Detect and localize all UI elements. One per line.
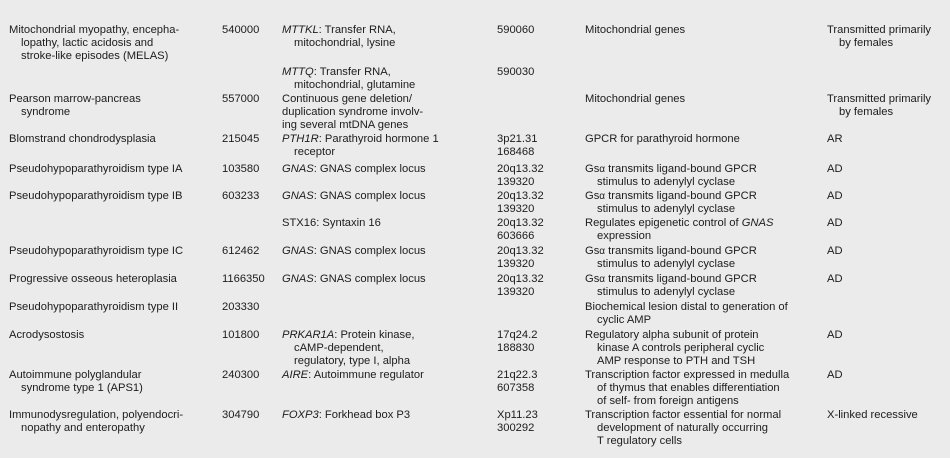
gene-cell	[282, 409, 472, 422]
locus-cell	[497, 369, 557, 395]
locus-cell	[497, 217, 557, 243]
function-cell	[585, 190, 810, 216]
function-cell	[585, 133, 810, 146]
function-line: of self- from foreign antigens	[597, 395, 739, 407]
function-line: cyclic AMP	[597, 314, 652, 326]
function-cell	[585, 301, 810, 327]
locus-line: 139320	[497, 203, 535, 215]
table-row	[0, 93, 950, 133]
locus-line: Xp11.23	[497, 409, 538, 421]
locus-cell	[497, 329, 557, 355]
locus-cell	[497, 273, 557, 299]
locus-line: 20q13.32	[497, 163, 544, 175]
gene-line	[282, 217, 472, 230]
gene-text: : Forkhead box P3	[318, 409, 411, 421]
omim-cell	[222, 93, 272, 106]
table-row	[0, 24, 950, 64]
gene-cell	[282, 133, 472, 159]
gene-text: : Transfer RNA,	[313, 66, 391, 78]
gene-symbol: MTTQ	[282, 66, 314, 78]
inheritance-cell	[827, 369, 947, 382]
function-line: GPCR for parathyroid hormone	[585, 133, 740, 145]
locus-line: 590060	[497, 24, 535, 36]
disorder-cell	[9, 190, 214, 203]
disorder-cell	[9, 409, 214, 435]
omim-cell	[222, 190, 272, 203]
gene-line	[282, 133, 472, 146]
inheritance-line: AD	[827, 217, 843, 229]
gene-text: mitochondrial, glutamine	[294, 79, 416, 91]
inheritance-line: AD	[827, 369, 843, 381]
inheritance-line: Transmitted primarily	[827, 93, 932, 105]
omim-cell	[222, 133, 272, 146]
locus-cell	[497, 409, 557, 435]
disorder-line: stroke-like episodes (MELAS)	[21, 50, 169, 62]
inheritance-cell	[827, 133, 947, 146]
gene-text: : Autoimmune regulator	[308, 369, 424, 381]
locus-line: 21q22.3	[497, 369, 538, 381]
gene-text: Continuous gene deletion/	[282, 93, 413, 105]
locus-cell	[497, 190, 557, 216]
omim-number: 557000	[222, 93, 260, 105]
gene-line	[282, 93, 472, 106]
gene-line	[282, 106, 472, 119]
function-cell	[585, 163, 810, 189]
inheritance-cell	[827, 329, 947, 342]
function-line: T regulatory cells	[597, 435, 682, 447]
function-line: Regulates epigenetic control of GNAS	[585, 217, 774, 229]
inheritance-cell	[827, 409, 947, 422]
gene-symbol: GNAS	[282, 190, 314, 202]
disorder-line: lopathy, lactic acidosis and	[21, 37, 154, 49]
locus-cell	[497, 133, 557, 159]
omim-cell	[222, 245, 272, 258]
function-line: AMP response to PTH and TSH	[597, 355, 756, 367]
disorder-cell	[9, 301, 214, 314]
gene-line	[282, 146, 472, 159]
function-line: development of naturally occurring	[597, 422, 769, 434]
gene-line	[282, 342, 472, 355]
disorder-line: Pseudohypoparathyroidism type IC	[9, 245, 184, 257]
locus-line: 20q13.32	[497, 190, 544, 202]
locus-cell	[497, 163, 557, 189]
disorder-cell	[9, 369, 214, 395]
gene-symbol: GNAS	[282, 245, 314, 257]
inheritance-line: AD	[827, 273, 843, 285]
gene-symbol: AIRE	[282, 369, 309, 381]
inheritance-line: AD	[827, 245, 843, 257]
omim-cell	[222, 369, 272, 382]
gene-line	[282, 245, 472, 258]
gene-text: mitochondrial, lysine	[294, 37, 396, 49]
inheritance-line: by females	[839, 106, 894, 118]
locus-line: 20q13.32	[497, 245, 544, 257]
function-line: Biochemical lesion distal to generation of	[585, 301, 788, 313]
locus-line: 590030	[497, 66, 535, 78]
omim-number: 101800	[222, 329, 260, 341]
disorder-line: Autoimmune polyglandular	[9, 369, 142, 381]
gene-text: : GNAS complex locus	[313, 245, 426, 257]
omim-number: 540000	[222, 24, 260, 36]
locus-line: 17q24.2	[497, 329, 538, 341]
disorder-cell	[9, 133, 214, 146]
gene-cell	[282, 217, 472, 230]
function-line: Transcription factor essential for normal	[585, 409, 782, 421]
omim-number: 603233	[222, 190, 260, 202]
function-line: stimulus to adenylyl cyclase	[597, 203, 736, 215]
gene-line	[282, 190, 472, 203]
disorder-line: Pseudohypoparathyroidism type IA	[9, 163, 183, 175]
disorder-line: nopathy and enteropathy	[21, 422, 145, 434]
gene-line	[282, 163, 472, 176]
inheritance-line: AD	[827, 163, 843, 175]
inheritance-line: AD	[827, 190, 843, 202]
gene-text: : GNAS complex locus	[313, 163, 426, 175]
table-row	[0, 369, 950, 409]
locus-cell	[497, 24, 557, 37]
disorder-cell	[9, 273, 214, 286]
gene-cell	[282, 163, 472, 176]
function-cell	[585, 409, 810, 448]
gene-symbol: GNAS	[282, 163, 314, 175]
disorder-cell	[9, 245, 214, 258]
disorder-line: Mitochondrial myopathy, encepha-	[9, 24, 180, 36]
locus-line: 168468	[497, 146, 535, 158]
inheritance-cell	[827, 163, 947, 176]
gene-symbol: FOXP3	[282, 409, 319, 421]
gene-line	[282, 329, 472, 342]
gene-text: ing several mtDNA genes	[282, 119, 409, 131]
gene-line	[282, 24, 472, 37]
gene-cell	[282, 329, 472, 368]
omim-cell	[222, 24, 272, 37]
locus-line: 139320	[497, 176, 535, 188]
function-cell	[585, 245, 810, 271]
inheritance-line: X-linked recessive	[827, 409, 918, 421]
gene-cell	[282, 24, 472, 50]
omim-number: 103580	[222, 163, 260, 175]
inheritance-line: AD	[827, 329, 843, 341]
inheritance-line: by females	[839, 37, 894, 49]
inheritance-cell	[827, 217, 947, 230]
function-cell	[585, 93, 810, 106]
locus-cell	[497, 66, 557, 79]
gene-text: cAMP-dependent,	[294, 342, 384, 354]
gene-symbol: PTH1R	[282, 133, 319, 145]
gene-cell	[282, 273, 472, 286]
disorder-line: syndrome type 1 (APS1)	[21, 382, 143, 394]
gene-text: receptor	[294, 146, 336, 158]
gene-cell	[282, 93, 472, 132]
function-line: Gsα transmits ligand-bound GPCR	[585, 273, 757, 285]
gene-text: duplication syndrome involv-	[282, 106, 424, 118]
disorder-line: Pseudohypoparathyroidism type IB	[9, 190, 183, 202]
table-row	[0, 329, 950, 369]
function-line: of thymus that enables differentiation	[597, 382, 780, 394]
locus-line: 20q13.32	[497, 273, 544, 285]
disorder-line: Progressive osseous heteroplasia	[9, 273, 177, 285]
gene-text: : Parathyroid hormone 1	[318, 133, 439, 145]
function-line: Mitochondrial genes	[585, 24, 686, 36]
function-cell	[585, 329, 810, 368]
disorder-cell	[9, 24, 214, 63]
gene-line	[282, 66, 472, 79]
omim-number: 612462	[222, 245, 260, 257]
function-line: kinase A controls peripheral cyclic	[597, 342, 765, 354]
gene-cell	[282, 66, 472, 92]
gene-symbol: MTTKL	[282, 24, 319, 36]
omim-number: 240300	[222, 369, 260, 381]
function-line: Gsα transmits ligand-bound GPCR	[585, 163, 757, 175]
disorder-cell	[9, 329, 214, 342]
disorder-line: Pearson marrow-pancreas	[9, 93, 141, 105]
gene-line	[282, 273, 472, 286]
function-cell	[585, 273, 810, 299]
gene-line	[282, 119, 472, 132]
gene-line	[282, 79, 472, 92]
omim-number: 203330	[222, 301, 260, 313]
gene-text: : GNAS complex locus	[313, 190, 426, 202]
inheritance-line: AR	[827, 133, 843, 145]
omim-cell	[222, 301, 272, 314]
gene-line	[282, 37, 472, 50]
inheritance-cell	[827, 190, 947, 203]
table-row	[0, 409, 950, 449]
inheritance-cell	[827, 245, 947, 258]
locus-line: 139320	[497, 286, 535, 298]
gene-text: STX16: Syntaxin 16	[282, 217, 381, 229]
function-line: Gsα transmits ligand-bound GPCR	[585, 190, 757, 202]
gene-text: : GNAS complex locus	[313, 273, 426, 285]
disorder-line: Acrodysostosis	[9, 329, 85, 341]
disorder-line: syndrome	[21, 106, 71, 118]
gene-symbol: GNAS	[282, 273, 314, 285]
function-line: Mitochondrial genes	[585, 93, 686, 105]
function-cell	[585, 24, 810, 37]
omim-cell	[222, 273, 272, 286]
gene-cell	[282, 245, 472, 258]
omim-cell	[222, 163, 272, 176]
locus-line: 20q13.32	[497, 217, 544, 229]
function-line: Gsα transmits ligand-bound GPCR	[585, 245, 757, 257]
locus-line: 139320	[497, 258, 535, 270]
gene-line	[282, 355, 472, 368]
locus-line: 188830	[497, 342, 535, 354]
omim-number: 1166350	[222, 273, 265, 285]
disorder-cell	[9, 93, 214, 119]
gene-line	[282, 369, 472, 382]
inheritance-cell	[827, 24, 947, 50]
omim-number: 304790	[222, 409, 260, 421]
inheritance-cell	[827, 93, 947, 119]
gene-text: : Transfer RNA,	[318, 24, 396, 36]
disorder-line: Immunodysregulation, polyendocri-	[9, 409, 184, 421]
function-line: Regulatory alpha subunit of protein	[585, 329, 759, 341]
disorder-cell	[9, 163, 214, 176]
inheritance-line: Transmitted primarily	[827, 24, 932, 36]
inheritance-cell	[827, 273, 947, 286]
function-line: stimulus to adenylyl cyclase	[597, 286, 736, 298]
locus-line: 3p21.31	[497, 133, 538, 145]
omim-number: 215045	[222, 133, 260, 145]
function-cell	[585, 217, 810, 243]
locus-line: 603666	[497, 230, 535, 242]
locus-line: 607358	[497, 382, 535, 394]
locus-cell	[497, 245, 557, 271]
omim-cell	[222, 409, 272, 422]
gene-text: : Protein kinase,	[334, 329, 415, 341]
locus-line: 300292	[497, 422, 535, 434]
omim-cell	[222, 329, 272, 342]
function-line: expression	[597, 230, 652, 242]
function-line: stimulus to adenylyl cyclase	[597, 176, 736, 188]
gene-cell	[282, 369, 472, 382]
disorder-line: Blomstrand chondrodysplasia	[9, 133, 156, 145]
disorder-line: Pseudohypoparathyroidism type II	[9, 301, 179, 313]
gene-line	[282, 409, 472, 422]
gene-symbol: PRKAR1A	[282, 329, 335, 341]
function-cell	[585, 369, 810, 408]
function-line: Transcription factor expressed in medulla	[585, 369, 790, 381]
function-line: stimulus to adenylyl cyclase	[597, 258, 736, 270]
gene-text: regulatory, type I, alpha	[294, 355, 411, 367]
gene-cell	[282, 190, 472, 203]
